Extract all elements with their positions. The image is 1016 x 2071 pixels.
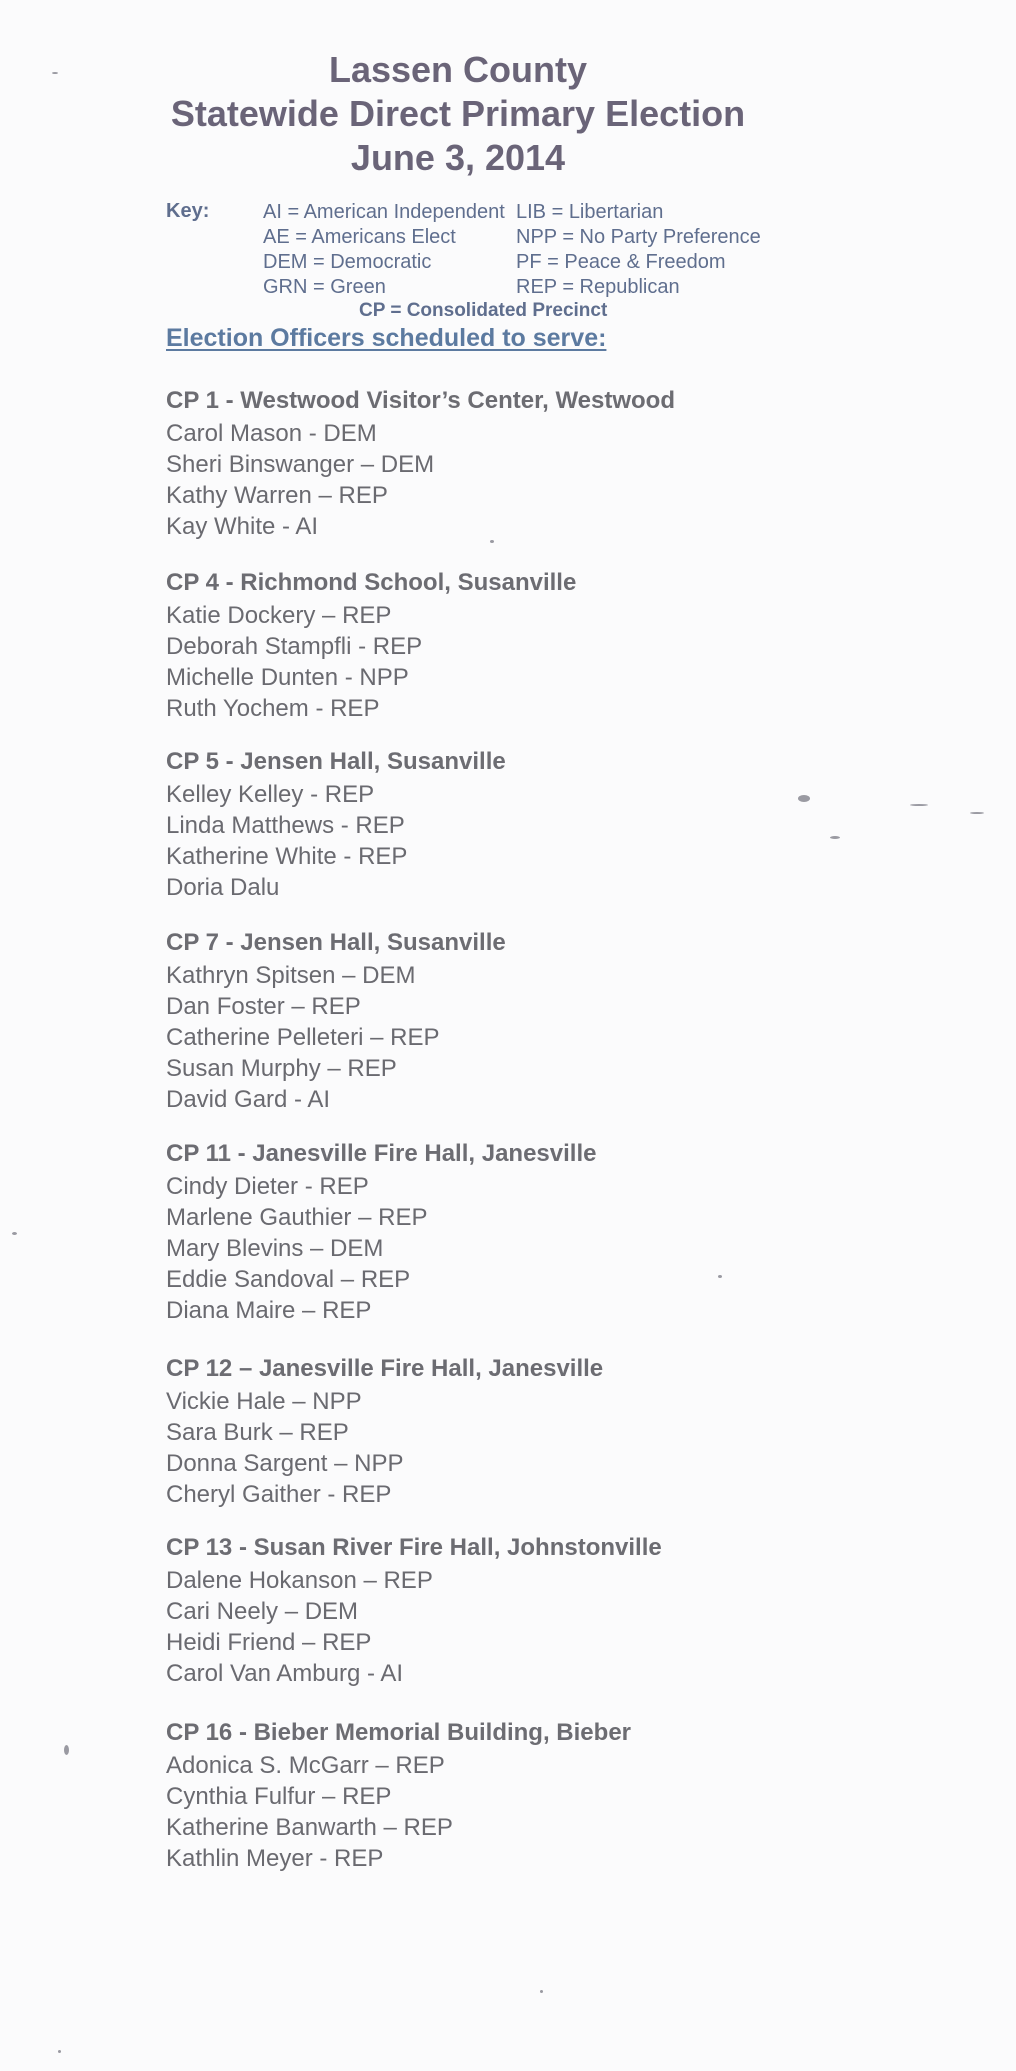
precinct-block bbox=[166, 1531, 926, 1689]
scan-speck bbox=[718, 1275, 722, 1278]
precinct-heading: CP 13 - Susan River Fire Hall, Johnstonville bbox=[166, 1534, 662, 1561]
scan-speck bbox=[12, 1232, 17, 1235]
officer-entry: Dan Foster – REP bbox=[166, 993, 361, 1020]
key-entry: DEM = Democratic bbox=[263, 251, 432, 273]
key-entry: LIB = Libertarian bbox=[516, 201, 664, 223]
scan-speck bbox=[64, 1745, 69, 1755]
precinct-heading: CP 5 - Jensen Hall, Susanville bbox=[166, 748, 506, 775]
officer-entry: Sheri Binswanger – DEM bbox=[166, 451, 435, 478]
officer-entry: Dalene Hokanson – REP bbox=[166, 1567, 433, 1594]
precinct-block bbox=[166, 1137, 926, 1326]
officer-entry: Linda Matthews - REP bbox=[166, 812, 405, 839]
scan-speck bbox=[52, 72, 58, 74]
title-date: June 3, 2014 bbox=[350, 137, 566, 178]
officer-entry: Katherine White - REP bbox=[166, 843, 408, 870]
precinct-block bbox=[166, 926, 926, 1115]
document-title bbox=[100, 48, 816, 180]
key-entry: NPP = No Party Preference bbox=[516, 226, 761, 248]
officer-entry: Diana Maire – REP bbox=[166, 1297, 372, 1324]
officer-entry: Ruth Yochem - REP bbox=[166, 695, 380, 722]
scan-speck bbox=[830, 836, 840, 839]
precinct-block bbox=[166, 1352, 926, 1510]
scan-speck bbox=[910, 804, 928, 806]
key-entry: PF = Peace & Freedom bbox=[516, 251, 726, 273]
officer-entry: Cheryl Gaither - REP bbox=[166, 1481, 392, 1508]
precinct-heading: CP 12 – Janesville Fire Hall, Janesville bbox=[166, 1355, 604, 1382]
officer-entry: Eddie Sandoval – REP bbox=[166, 1266, 411, 1293]
officer-entry: Cari Neely – DEM bbox=[166, 1598, 359, 1625]
officer-entry: Kelley Kelley - REP bbox=[166, 781, 375, 808]
scan-speck bbox=[798, 795, 810, 802]
officer-entry: Carol Mason - DEM bbox=[166, 420, 377, 447]
officer-entry: Heidi Friend – REP bbox=[166, 1629, 372, 1656]
officer-entry: Cynthia Fulfur – REP bbox=[166, 1783, 392, 1810]
officer-entry: Carol Van Amburg - AI bbox=[166, 1660, 403, 1687]
officer-entry: Donna Sargent – NPP bbox=[166, 1450, 404, 1477]
scan-speck bbox=[58, 2050, 61, 2053]
scan-speck bbox=[490, 540, 494, 543]
officer-entry: Mary Blevins – DEM bbox=[166, 1235, 384, 1262]
officer-entry: Michelle Dunten - NPP bbox=[166, 664, 409, 691]
officer-entry: Katie Dockery – REP bbox=[166, 602, 392, 629]
key-entry: REP = Republican bbox=[516, 276, 680, 298]
precinct-block bbox=[166, 745, 926, 903]
key-entry: AE = Americans Elect bbox=[263, 226, 456, 248]
officer-entry: Sara Burk – REP bbox=[166, 1419, 349, 1446]
precinct-block bbox=[166, 1716, 926, 1874]
title-election: Statewide Direct Primary Election bbox=[170, 93, 746, 134]
key-column-1 bbox=[263, 200, 505, 300]
officer-entry: Catherine Pelleteri – REP bbox=[166, 1024, 440, 1051]
officers-heading: Election Officers scheduled to serve: bbox=[166, 324, 607, 352]
officer-entry: David Gard - AI bbox=[166, 1086, 331, 1113]
precinct-block bbox=[166, 384, 926, 542]
precinct-heading: CP 1 - Westwood Visitor’s Center, Westwood bbox=[166, 387, 675, 414]
officer-entry: Kay White - AI bbox=[166, 513, 319, 540]
officer-entry: Deborah Stampfli - REP bbox=[166, 633, 423, 660]
key-column-2 bbox=[516, 200, 761, 300]
precinct-heading: CP 7 - Jensen Hall, Susanville bbox=[166, 929, 506, 956]
officer-entry: Kathryn Spitsen – DEM bbox=[166, 962, 416, 989]
precinct-heading: CP 16 - Bieber Memorial Building, Bieber bbox=[166, 1719, 631, 1746]
officer-entry: Doria Dalu bbox=[166, 874, 280, 901]
officer-entry: Cindy Dieter - REP bbox=[166, 1173, 369, 1200]
officer-entry: Susan Murphy – REP bbox=[166, 1055, 397, 1082]
title-county: Lassen County bbox=[328, 49, 588, 90]
officer-entry: Kathy Warren – REP bbox=[166, 482, 388, 509]
key-label: Key: bbox=[166, 200, 210, 222]
precinct-heading: CP 4 - Richmond School, Susanville bbox=[166, 569, 577, 596]
key-entry: GRN = Green bbox=[263, 276, 386, 298]
officer-entry: Vickie Hale – NPP bbox=[166, 1388, 362, 1415]
officer-entry: Kathlin Meyer - REP bbox=[166, 1845, 384, 1872]
key-entry: AI = American Independent bbox=[263, 201, 505, 223]
precinct-block bbox=[166, 566, 926, 724]
officer-entry: Marlene Gauthier – REP bbox=[166, 1204, 428, 1231]
key-consolidated-precinct: CP = Consolidated Precinct bbox=[359, 300, 608, 321]
scan-speck bbox=[970, 812, 984, 814]
officer-entry: Adonica S. McGarr – REP bbox=[166, 1752, 445, 1779]
precinct-heading: CP 11 - Janesville Fire Hall, Janesville bbox=[166, 1140, 597, 1167]
scan-speck bbox=[540, 1990, 543, 1993]
officer-entry: Katherine Banwarth – REP bbox=[166, 1814, 453, 1841]
